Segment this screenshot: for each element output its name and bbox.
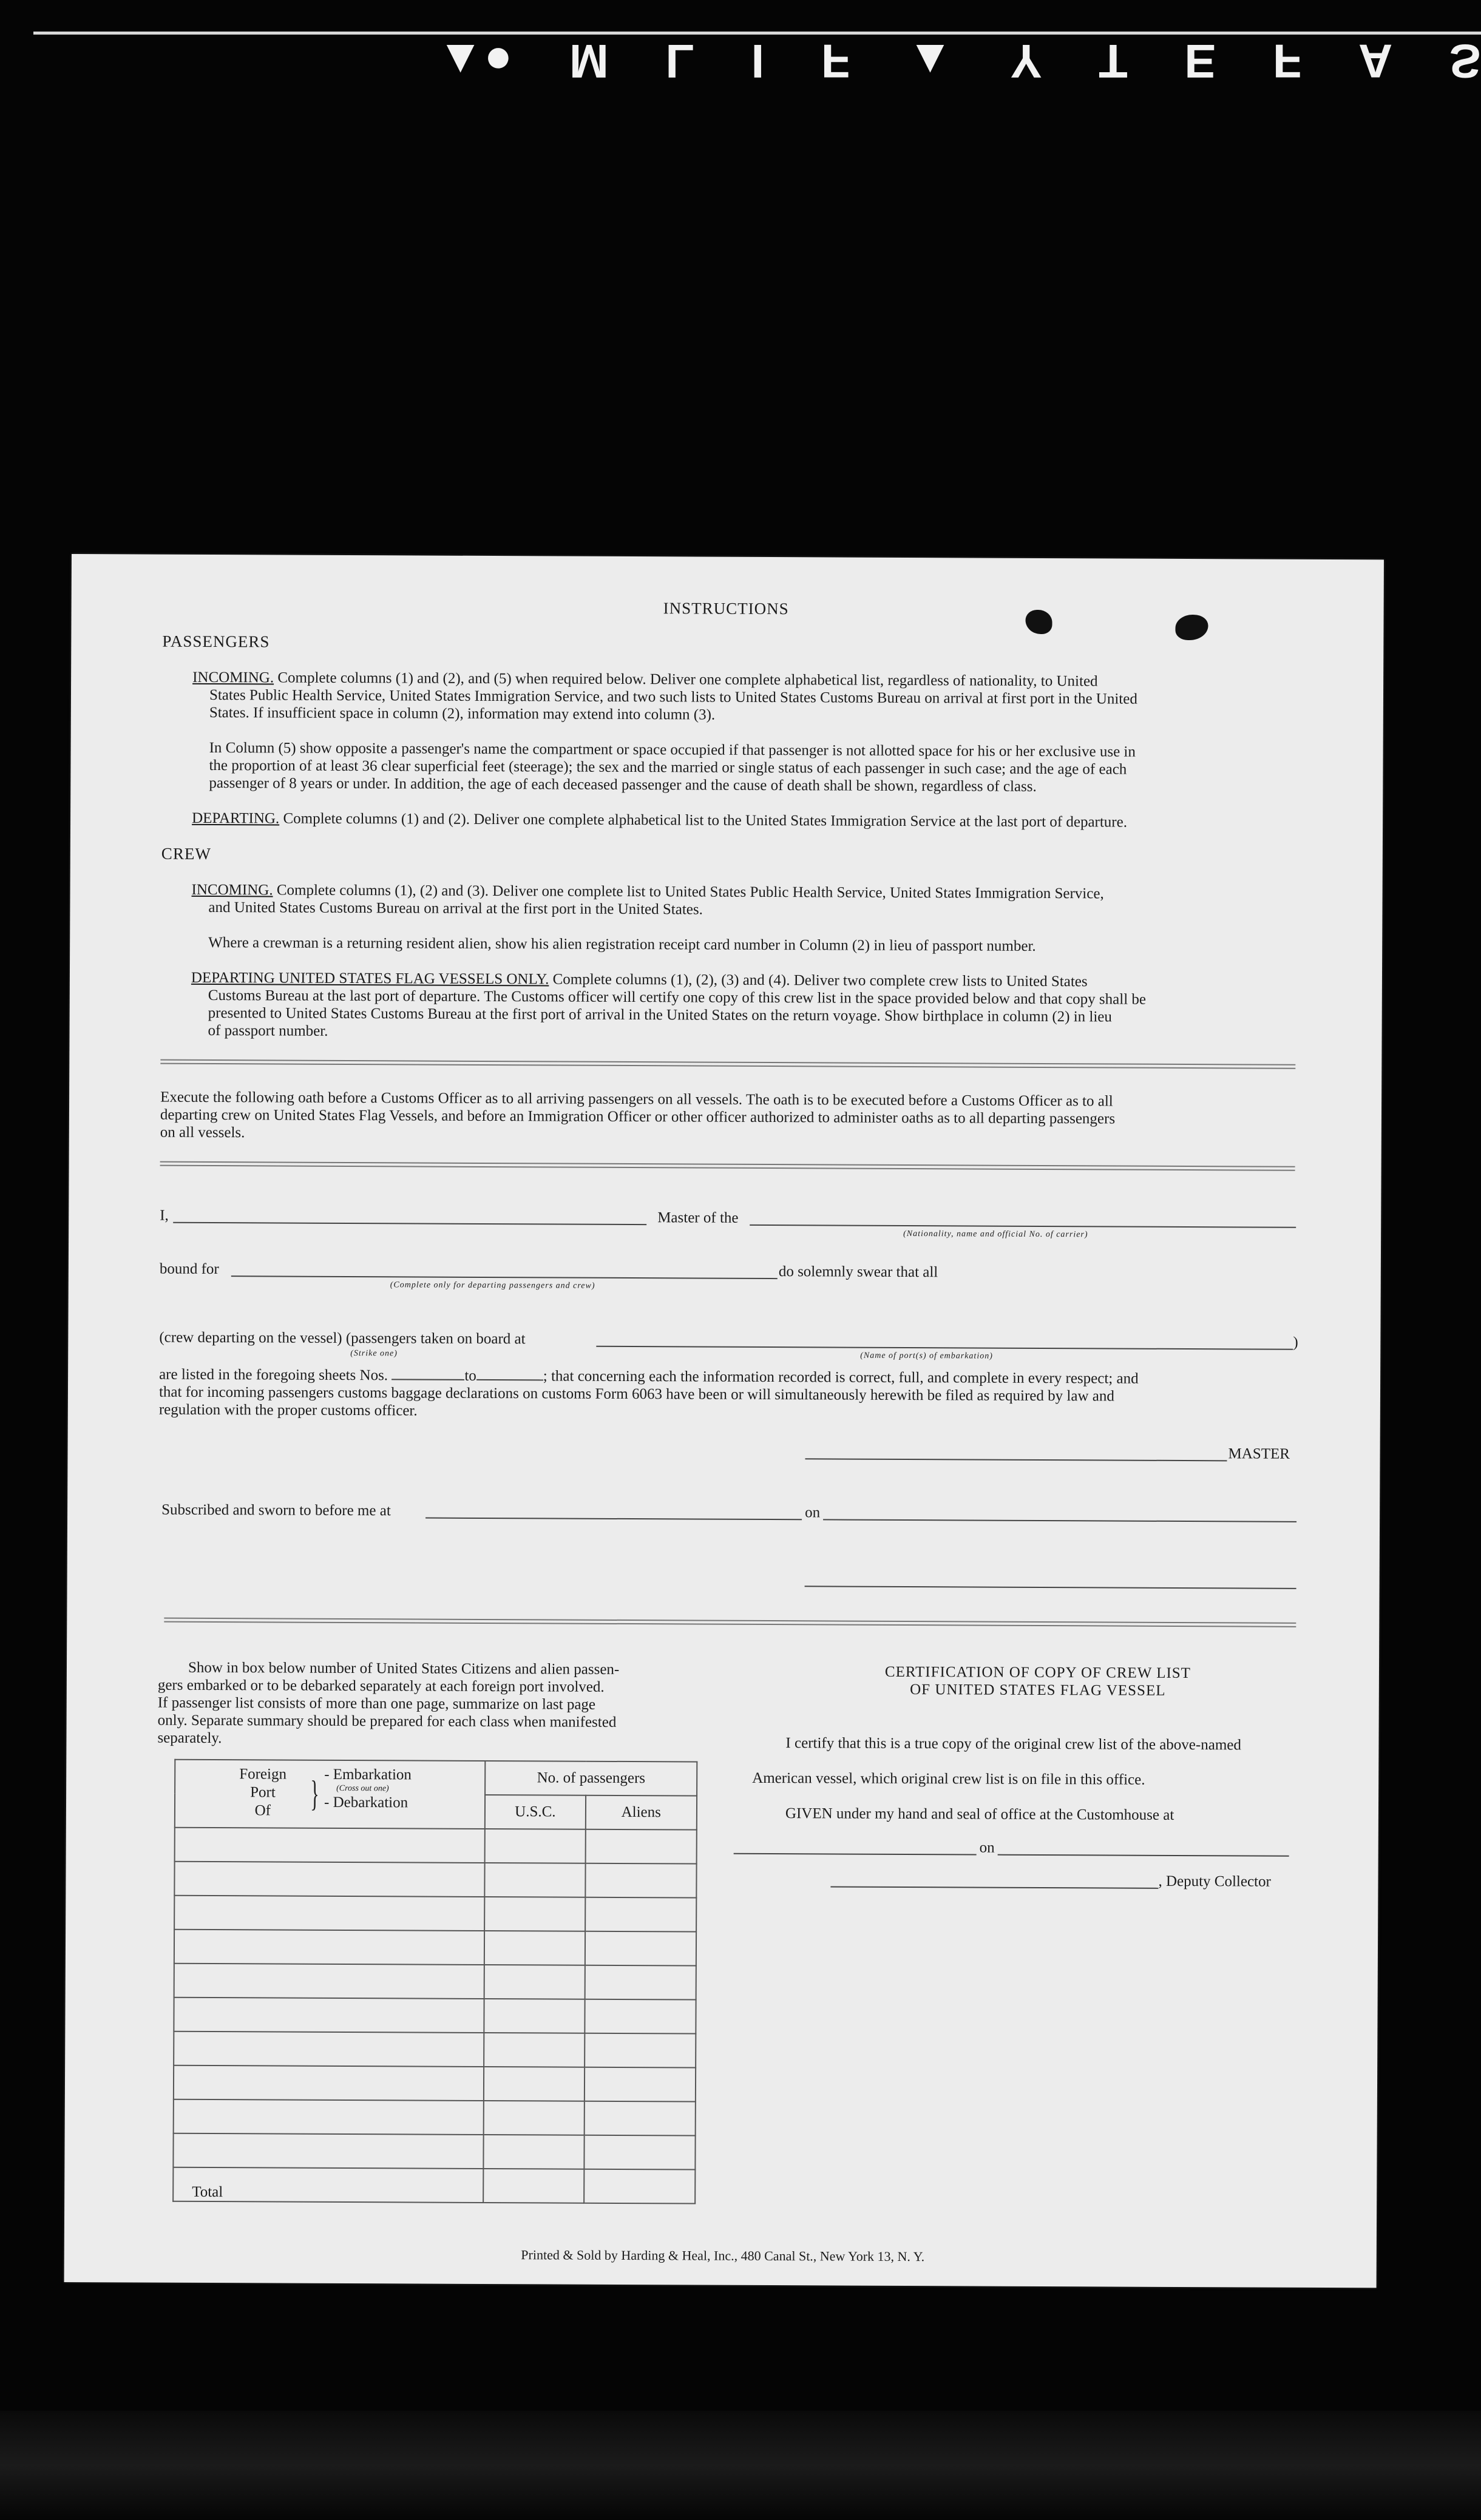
subscribed-on-label: on [805,1504,821,1521]
film-letter: ▲ [906,35,954,88]
foreign-label: Foreign [239,1766,287,1783]
crew-incoming-label: INCOMING. [191,881,273,899]
table-row [174,2066,696,2102]
table-row [173,2133,695,2170]
flag-line-3: presented to United States Customs Bureau at the first port of arrival in the United States on the return voyage. Show birthplace in column (2) in lieu [208,1004,1112,1025]
instructions-title: INSTRUCTIONS [663,599,789,618]
table-header-row-1 [175,1760,697,1796]
table-row [174,1930,696,1966]
master-name-line [173,1222,646,1225]
table-row [174,2099,696,2136]
summary-instructions-4: only. Separate summary should be prepared for each class when manifested [157,1712,617,1731]
film-letter: F [821,35,850,88]
officer-signature-line[interactable] [805,1586,1296,1589]
summary-instructions-2: gers embarked or to be debarked separately at each foreign port involved. [157,1677,605,1695]
master-of-label: Master of the [657,1209,739,1226]
listed-line-2: that for incoming passengers customs baggage declarations on customs Form 6063 have been or will simultaneously herewith be filed as required by law and [158,1383,1114,1405]
subscribed-label: Subscribed and sworn to before me at [161,1501,391,1519]
film-letter: ▲● [437,35,513,88]
usc-cell[interactable] [484,1999,585,2033]
summary-instructions-5: separately. [157,1729,222,1747]
port-header-cell [175,1760,486,1829]
column5-line-1: In Column (5) show opposite a passenger's name the compartment or space occupied if that passenger is not allotted space for his or her exclusive use in [209,739,1136,760]
crew-heading: CREW [161,844,211,863]
certification-text-3: GIVEN under my hand and seal of office at the Customhouse at [785,1805,1174,1823]
ink-blot [1175,615,1208,640]
brace-icon: } [310,1773,319,1814]
total-label: Total [173,2167,483,2203]
passenger-summary-table [172,1759,697,2204]
customhouse-place-line[interactable] [734,1853,977,1856]
port-cell[interactable] [174,2032,484,2067]
film-edge [0,0,1481,91]
sheet-to-field[interactable] [476,1367,543,1380]
film-letter: S [1449,35,1481,88]
film-letter: Y [1010,35,1042,88]
film-letter: M [569,35,609,88]
column5-line-2: the proportion of at least 36 clear superficial feet (steerage); the sex and the married or single status of each passenger in such case; and the age of each [209,757,1127,778]
ports-caption: (Name of port(s) of embarkation) [860,1351,993,1361]
usc-cell[interactable] [484,1965,585,1999]
film-letter: E [1184,35,1216,88]
listed-text-a: are listed in the foregoing sheets Nos. [159,1366,388,1384]
strike-caption: (Strike one) [350,1349,398,1359]
resident-alien-line: Where a crewman is a returning resident alien, show his alien registration receipt card number in Column (2) in lieu of passport number. [208,934,1036,954]
table-row [174,1896,696,1932]
aliens-cell[interactable] [584,2135,696,2170]
port-cell[interactable] [175,1828,485,1863]
aliens-cell[interactable] [585,1999,696,2034]
total-usc-cell[interactable] [483,2169,584,2203]
sheet-from-field[interactable] [391,1366,464,1380]
total-row [173,2167,695,2204]
deputy-signature-line[interactable] [830,1886,1158,1888]
embarkation-label: - Embarkation [324,1766,412,1783]
document-sheet [64,554,1384,2288]
section-divider [160,1059,1295,1069]
film-letter: F [1272,35,1302,88]
usc-cell[interactable] [485,1863,586,1897]
subscribed-date-line[interactable] [823,1519,1296,1522]
table-row [174,1862,696,1898]
film-letter: A [1358,35,1393,88]
incoming-line-2: States Public Health Service, United States Immigration Service, and two such lists to United States Customs Bureau on arrival at first port in the United [209,686,1137,708]
swear-label: do solemnly swear that all [778,1263,938,1281]
cross-out-caption: (Cross out one) [336,1783,389,1794]
port-cell[interactable] [174,2066,484,2101]
oath-intro-1: Execute the following oath before a Customs Officer as to all arriving passengers on all vessels. The oath is to be executed before a Customs Officer as to all [160,1089,1113,1110]
aliens-cell[interactable] [585,1931,697,1966]
aliens-header: Aliens [585,1795,697,1830]
film-letter: L [665,35,694,88]
crew-departing-label: (crew departing on the vessel) (passengers taken on board at [159,1329,526,1348]
listed-line-3: regulation with the proper customs officer. [158,1401,418,1419]
usc-cell[interactable] [484,1897,585,1931]
ink-blot [1025,610,1052,634]
embark-options [324,1766,412,1812]
departing-text: Complete columns (1) and (2). Deliver one complete alphabetical list to the United States Immigration Service at the last port of departure. [283,810,1128,831]
embarkation-ports-line [596,1346,1293,1350]
subscribed-place-line[interactable] [425,1518,802,1521]
usc-cell[interactable] [484,2135,585,2169]
table-row [174,1998,696,2034]
port-cell[interactable] [174,1862,484,1897]
to-label: to [464,1367,476,1384]
certification-on-label: on [979,1839,995,1856]
summary-instructions-3: If passenger list consists of more than one page, summarize on last page [157,1694,596,1713]
aliens-cell[interactable] [585,2067,696,2102]
flag-line-2: Customs Bureau at the last port of departure. The Customs officer will certify one copy of this crew list in the space provided below and that copy shall be [208,987,1147,1008]
usc-cell[interactable] [484,2101,585,2135]
usc-cell[interactable] [484,2033,585,2067]
no-of-passengers-header: No. of passengers [485,1761,697,1796]
close-paren: ) [1293,1334,1298,1351]
crew-incoming-line-2: and United States Customs Bureau on arrival at the first port in the United States. [208,899,703,918]
usc-cell[interactable] [484,1931,585,1965]
aliens-cell[interactable] [585,1863,697,1898]
debarkation-label: - Debarkation [324,1794,408,1811]
section-divider [164,1618,1296,1627]
aliens-cell[interactable] [585,1965,696,2000]
usc-cell[interactable] [484,2067,585,2101]
port-label: Port [250,1784,276,1801]
incoming-line-3: States. If insufficient space in column (2), information may extend into column (3). [209,704,716,723]
carrier-line [750,1225,1296,1228]
listed-text-b: ; that concerning each the information recorded is correct, full, and complete in every respect; and [543,1368,1139,1387]
column5-line-3: passenger of 8 years or under. In addition, the age of each deceased passenger and the cause of death shall be shown, regardless of class. [209,774,1037,795]
table-row [175,1828,697,1864]
carrier-caption: (Nationality, name and official No. of carrier) [903,1229,1088,1240]
port-cell[interactable] [174,1896,484,1931]
port-cell[interactable] [174,1998,484,2033]
section-divider [160,1161,1295,1171]
aliens-cell[interactable] [585,2033,696,2068]
of-label: Of [254,1802,271,1819]
bound-caption: (Complete only for departing passengers and crew) [390,1280,595,1291]
film-bottom-edge [0,2411,1481,2520]
port-cell[interactable] [174,1930,484,1965]
i-label: I, [160,1207,169,1224]
film-edge-lettering [437,33,1481,89]
film-letter: T [1099,35,1128,88]
bound-for-label: bound for [159,1260,219,1278]
incoming-label: INCOMING. [192,669,274,686]
aliens-cell[interactable] [584,2101,696,2136]
certification-title-2: OF UNITED STATES FLAG VESSEL [910,1681,1166,1699]
passengers-heading: PASSENGERS [162,632,270,651]
table-row [174,1964,696,2000]
bound-for-line [231,1275,778,1279]
film-letter: I [751,35,765,88]
oath-intro-2: departing crew on United States Flag Vessels, and before an Immigration Officer or other officer authorized to administer oaths as to all departing passengers [160,1106,1116,1127]
usc-header: U.S.C. [485,1795,586,1829]
port-cell[interactable] [174,2099,484,2135]
aliens-cell[interactable] [585,1897,697,1932]
certification-date-line[interactable] [998,1854,1289,1857]
summary-instructions-1: Show in box below number of United States Citizens and alien passen- [188,1659,620,1678]
flag-line-4: of passport number. [208,1022,328,1039]
departing-line [192,809,1127,831]
certification-title-1: CERTIFICATION OF COPY OF CREW LIST [884,1663,1191,1682]
flag-text: Complete columns (1), (2), (3) and (4). Deliver two complete crew lists to United States [552,971,1088,990]
deputy-collector-label: , Deputy Collector [1158,1873,1271,1890]
departing-label: DEPARTING. [192,809,280,827]
printer-footer: Printed & Sold by Harding & Heal, Inc., 480 Canal St., New York 13, N. Y. [521,2247,925,2265]
certification-text-2: American vessel, which original crew list is on file in this office. [752,1769,1145,1788]
aliens-cell[interactable] [585,1829,697,1864]
port-cell[interactable] [173,2133,483,2169]
table-row [174,2032,696,2068]
flag-label: DEPARTING UNITED STATES FLAG VESSELS ONLY. [191,969,549,988]
foreign-port-of [239,1765,286,1820]
oath-intro-3: on all vessels. [160,1124,245,1141]
usc-cell[interactable] [485,1829,586,1863]
crew-incoming-text: Complete columns (1), (2) and (3). Deliver one complete list to United States Public Health Service, United States Immigration Service, [276,882,1104,902]
master-label: MASTER [1228,1445,1290,1462]
certification-text-1: I certify that this is a true copy of the original crew list of the above-named [785,1735,1241,1754]
port-cell[interactable] [174,1964,484,1999]
master-signature-line[interactable] [805,1458,1227,1461]
incoming-text: Complete columns (1) and (2), and (5) when required below. Deliver one complete alphabetical list, regardless of nationality, to United [277,669,1098,690]
total-aliens-cell[interactable] [584,2169,696,2204]
